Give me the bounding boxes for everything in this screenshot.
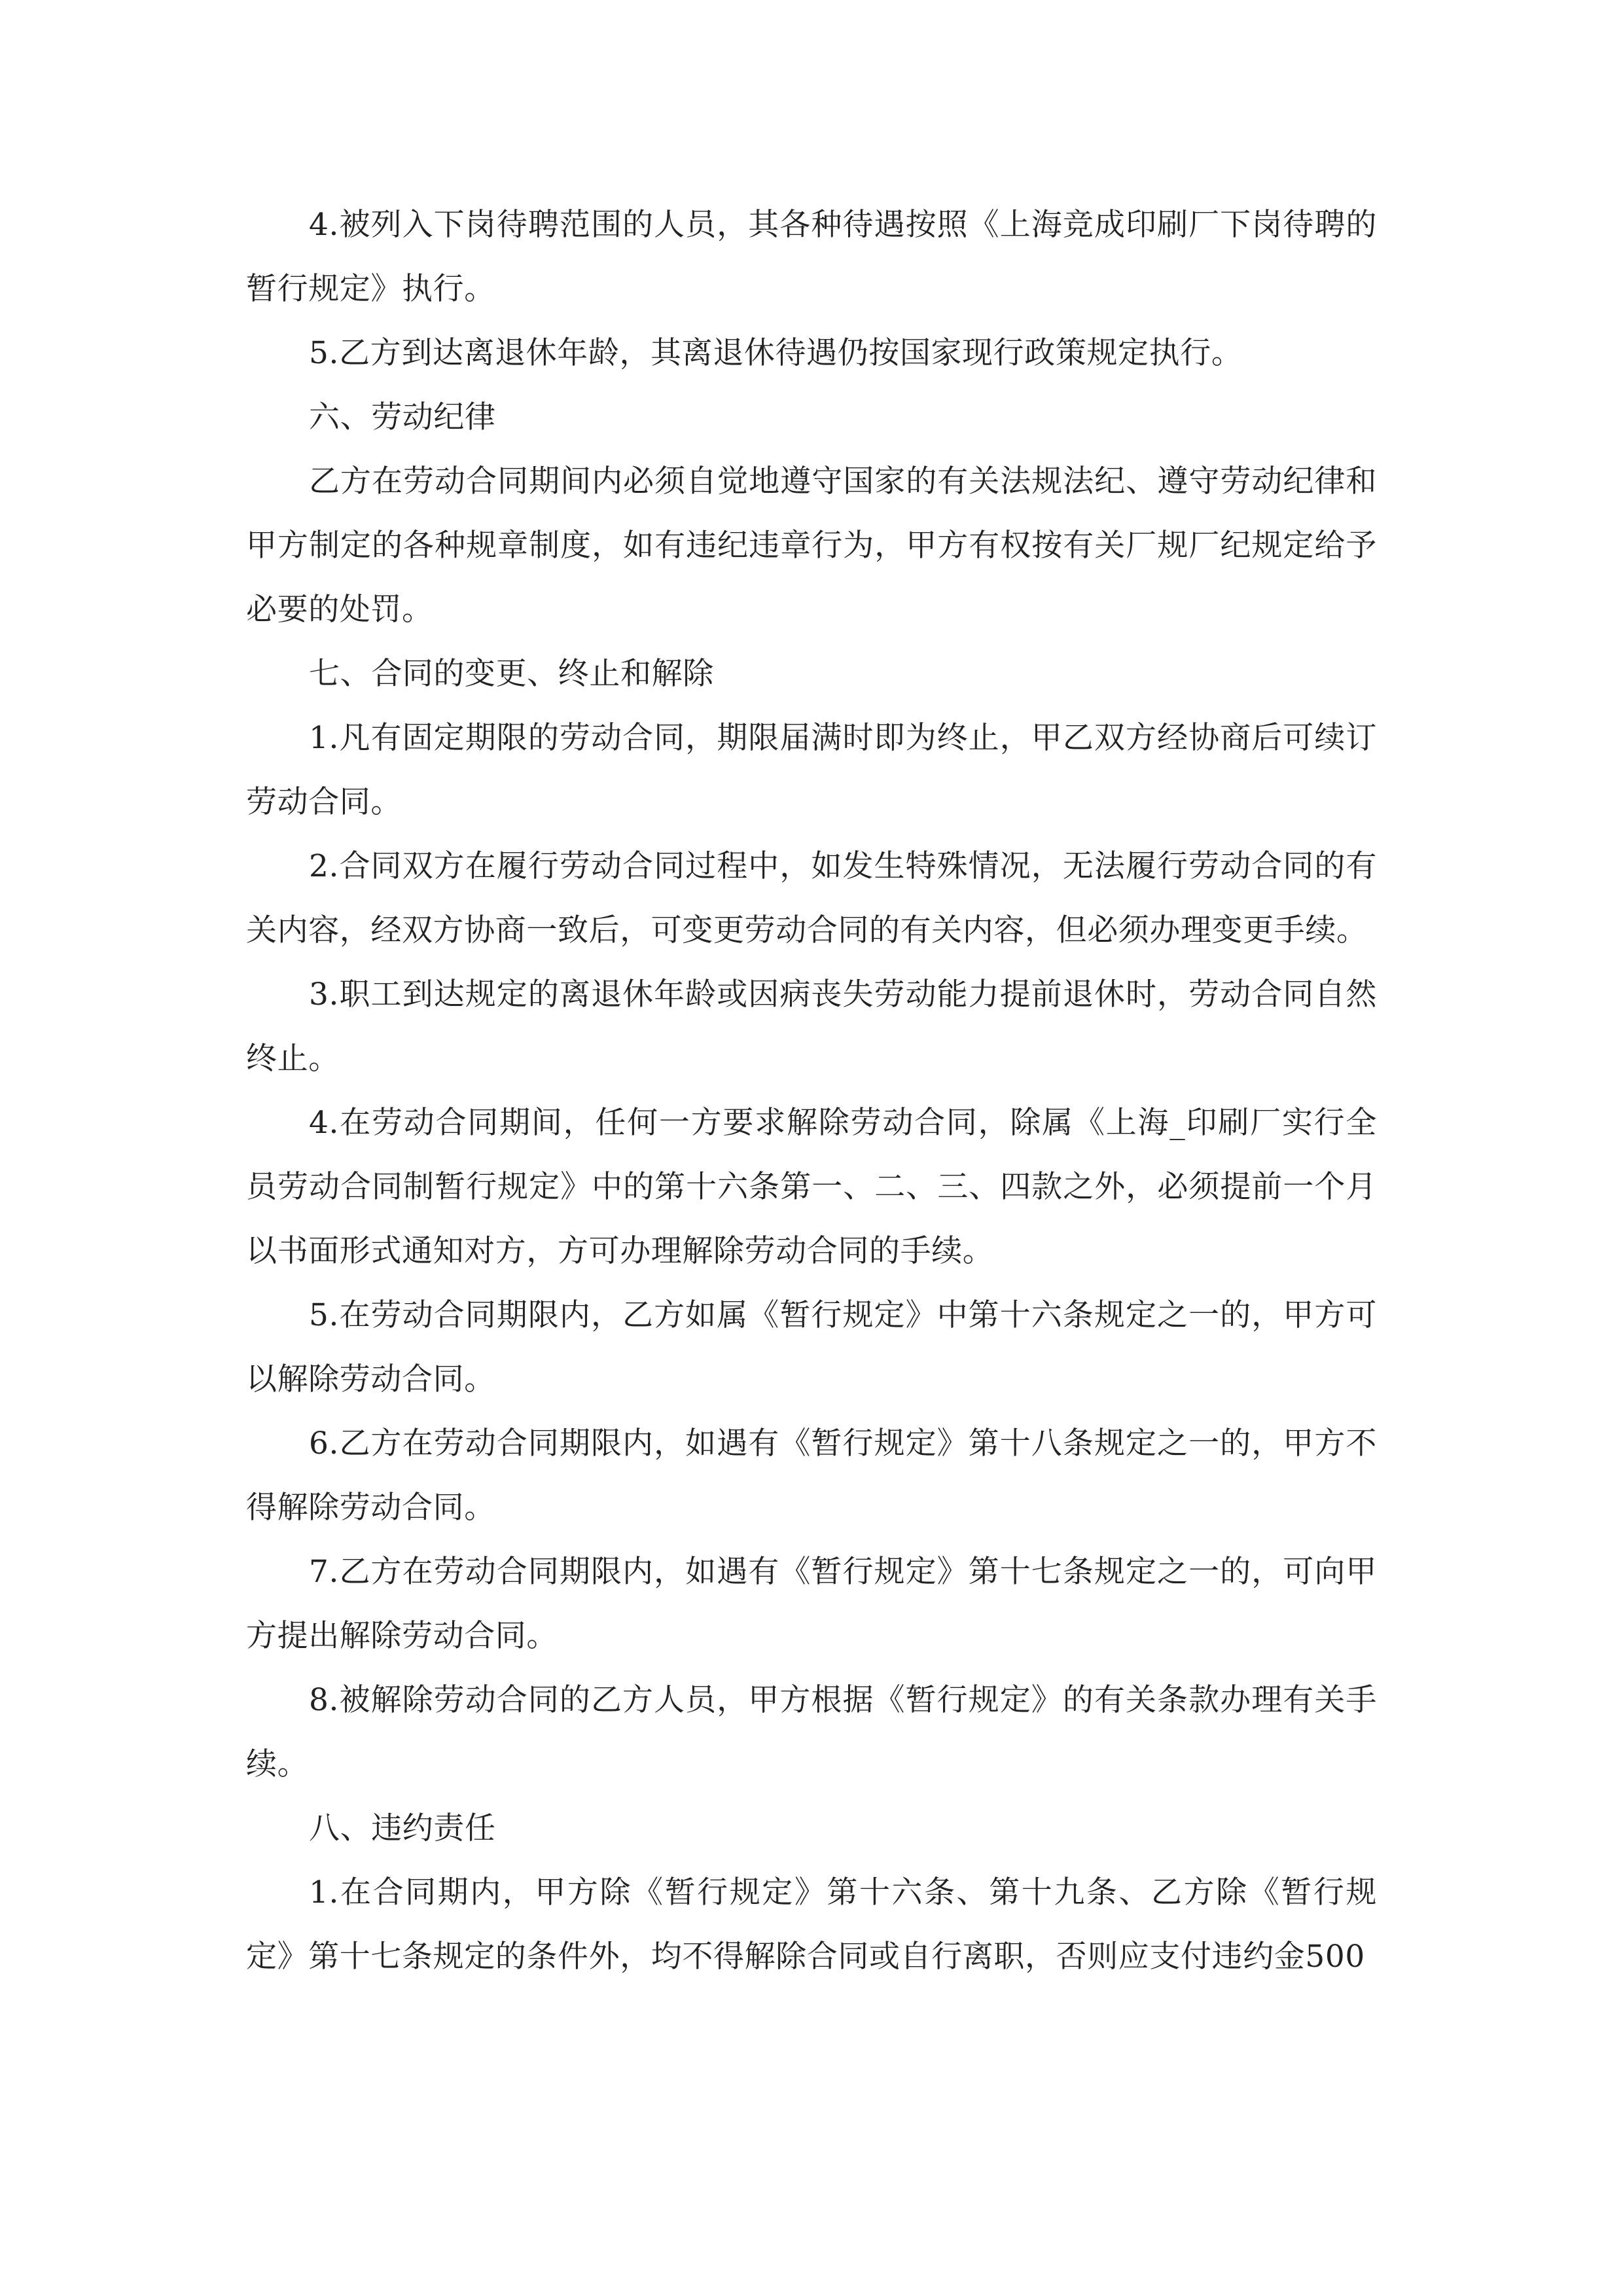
clause-6-body: 乙方在劳动合同期间内必须自觉地遵守国家的有关法规法纪、遵守劳动纪律和甲方制定的各种规章制度，如有违纪违章行为，甲方有权按有关厂规厂纪规定给予必要的处罚。 — [246, 463, 1377, 628]
clause-7-2: 2.合同双方在履行劳动合同过程中，如发生特殊情况，无法履行劳动合同的有关内容，经双方协商一致后，可变更劳动合同的有关内容，但必须办理变更手续。 — [246, 848, 1377, 948]
clause-7-1: 1.凡有固定期限的劳动合同，期限届满时即为终止，甲乙双方经协商后可续订劳动合同。 — [246, 720, 1377, 820]
clause-7-4: 4.在劳动合同期间，任何一方要求解除劳动合同，除属《上海_印刷厂实行全员劳动合同制暂行规定》中的第十六条第一、二、三、四款之外，必须提前一个月以书面形式通知对方，方可办理解除劳动合同的手续。 — [246, 1105, 1377, 1269]
clause-8-1: 1.在合同期内，甲方除《暂行规定》第十六条、第十九条、乙方除《暂行规定》第十七条规定的条件外，均不得解除合同或自行离职，否则应支付违约金500 — [246, 1874, 1377, 1975]
clause-5-4: 4.被列入下岗待聘范围的人员，其各种待遇按照《上海竞成印刷厂下岗待聘的暂行规定》执行。 — [246, 207, 1377, 307]
section-heading-7: 七、合同的变更、终止和解除 — [309, 656, 714, 692]
clause-7-7: 7.乙方在劳动合同期限内，如遇有《暂行规定》第十七条规定之一的，可向甲方提出解除劳动合同。 — [246, 1554, 1377, 1654]
clause-7-6: 6.乙方在劳动合同期限内，如遇有《暂行规定》第十八条规定之一的，甲方不得解除劳动合同。 — [246, 1426, 1377, 1526]
section-heading-6: 六、劳动纪律 — [309, 399, 496, 435]
document-body — [246, 193, 1377, 1989]
section-heading-8: 八、违约责任 — [309, 1810, 496, 1846]
clause-5-5: 5.乙方到达离退休年龄，其离退休待遇仍按国家现行政策规定执行。 — [309, 335, 1243, 371]
clause-7-5: 5.在劳动合同期限内，乙方如属《暂行规定》中第十六条规定之一的，甲方可以解除劳动合同。 — [246, 1297, 1377, 1397]
clause-7-8: 8.被解除劳动合同的乙方人员，甲方根据《暂行规定》的有关条款办理有关手续。 — [246, 1682, 1377, 1782]
clause-7-3: 3.职工到达规定的离退休年龄或因病丧失劳动能力提前退休时，劳动合同自然终止。 — [246, 977, 1377, 1077]
